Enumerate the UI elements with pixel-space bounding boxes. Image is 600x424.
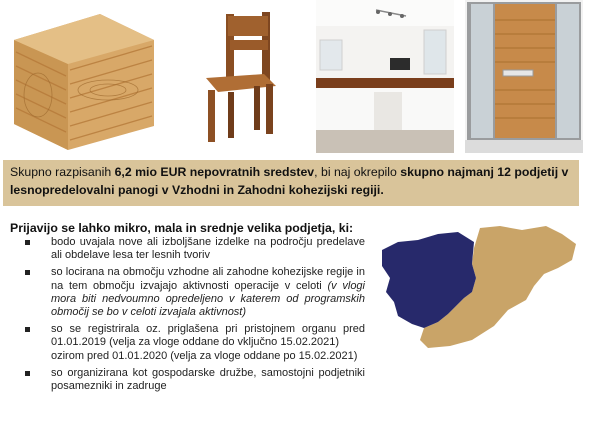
banner-amount: 6,2 mio EUR nepovratnih sredstev (114, 165, 315, 179)
slovenia-region-map (376, 222, 580, 360)
chair-image (168, 0, 306, 153)
bullet-text: so organizirana kot gospodarske družbe, samostojni podjetniki posamezniki in zadruge (51, 366, 365, 393)
funding-banner (3, 160, 579, 206)
list-item (25, 266, 365, 319)
wood-block-image (8, 0, 156, 153)
banner-companies: skupno najmanj 12 podjetij v lesnopredelovalni panogi v Vzhodni in Zahodni kohezijski regiji. (10, 165, 569, 197)
list-item (25, 236, 365, 262)
eligibility-heading: Prijavijo se lahko mikro, mala in srednje velika podjetja, ki: (10, 221, 354, 235)
eligibility-list (25, 236, 365, 397)
kitchen-image (316, 0, 454, 153)
bullet-text-continued: ozirom pred 01.01.2020 (velja za vloge oddane po 15.02.2021) (51, 349, 358, 362)
bullet-text: so se registrirala oz. priglašena pri pristojnem organu pred 01.01.2019 (velja za vloge oddane do vključno 15.02.2021) (51, 323, 365, 349)
bullet-text: so locirana na območju vzhodne ali zahodne kohezijske regije in na tem območju izvajajo aktivnosti operacije v celoti (51, 266, 365, 292)
list-item (25, 323, 365, 363)
banner-text-1: Skupno razpisanih (10, 165, 115, 179)
banner-text-2: , bi naj okrepilo (314, 165, 401, 179)
bullet-square-icon (25, 371, 30, 376)
bullet-note: (v vlogi mora biti nedvoumno opredeljeno v katerem od programskih območij se bo v celoti izvajala aktivnost) (51, 279, 365, 319)
bullet-square-icon (25, 270, 30, 275)
bullet-square-icon (25, 327, 30, 332)
door-image (465, 0, 583, 153)
list-item (25, 367, 365, 393)
bullet-text: bodo uvajala nove ali izboljšane izdelke na področju predelave ali obdelave lesa ter lesnih tvoriv (51, 236, 365, 262)
bullet-square-icon (25, 240, 30, 245)
